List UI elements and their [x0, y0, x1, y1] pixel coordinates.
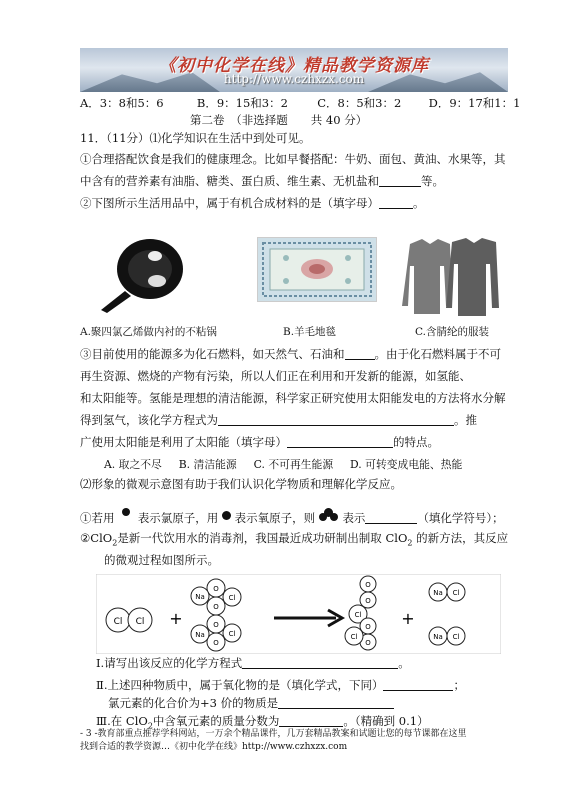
q11-p1-end: 等。	[421, 174, 444, 188]
q11-p3-text-end: 。由于化石燃料属于不可	[374, 347, 501, 361]
q11-p3-text: 广使用太阳能是利用了太阳能（填字母）	[80, 435, 287, 449]
svg-text:Na: Na	[433, 633, 443, 641]
answer-blank[interactable]	[218, 413, 454, 426]
plus-sign-icon: +	[169, 609, 183, 628]
svg-text:O: O	[213, 585, 219, 593]
sub-question-end: 。	[398, 656, 410, 670]
answer-blank[interactable]	[365, 511, 417, 524]
caption-a: A.聚四氯乙烯做内衬的不粘锅	[80, 326, 217, 338]
caption-c: C.含腈纶的服装	[415, 326, 489, 338]
q11-p5-text: 表示氧原子，则	[234, 511, 316, 525]
q11-p2-text: ②下图所示生活用品中，属于有机合成材料的是（填字母）	[80, 196, 379, 210]
svg-text:Cl: Cl	[228, 630, 236, 638]
svg-text:O: O	[365, 581, 371, 589]
wool-carpet-image	[257, 237, 377, 302]
svg-text:Cl: Cl	[113, 617, 123, 627]
q11-p6-text: ②ClO	[80, 531, 113, 545]
svg-text:Cl: Cl	[350, 633, 358, 641]
q11-p6-line1	[80, 530, 508, 551]
q11-p3-line4	[80, 412, 477, 428]
plus-sign-icon: +	[401, 609, 415, 628]
q11-p6-text: 是新一代饮用水的消毒剂，我国最近成功研制出制取 ClO	[117, 531, 408, 545]
q11-p3-text: 得到氢气，该化学方程式为	[80, 413, 218, 427]
molecule-icon	[319, 508, 339, 522]
svg-text:O: O	[213, 603, 219, 611]
q11-p4: ⑵形象的微观示意图有助于我们认识化学物质和理解化学反应。	[80, 477, 402, 491]
sub-question-i	[96, 655, 410, 671]
q11-p1-line1: ①合理搭配饮食是我们的健康理念。比如早餐搭配：牛奶、面包、黄油、水果等，其	[80, 152, 506, 166]
q11-p5-text: （填化学符号）；	[417, 511, 504, 525]
sub-question-text: 氯元素的化合价为+3 价的物质是	[108, 696, 279, 710]
svg-text:O: O	[365, 623, 371, 631]
answer-blank[interactable]	[345, 347, 375, 360]
svg-text:O: O	[213, 639, 219, 647]
options-row	[104, 457, 462, 473]
sub-question-ii	[96, 677, 465, 693]
choice-d: D．9：17和1：1	[428, 96, 521, 110]
q11-p3-line3: 和太阳能等。氢能是理想的清洁能源，科学家正研究使用太阳能发电的方法将水分解	[80, 391, 506, 405]
q11-p3-text-end: 的特点。	[393, 435, 439, 449]
sub-question-end: ；	[453, 678, 465, 692]
q11-p6-line2: 的微观过程如图所示。	[104, 553, 219, 567]
answer-blank[interactable]	[379, 174, 421, 187]
sub-question-ii-b	[108, 695, 394, 711]
acrylic-clothing-image	[400, 236, 500, 318]
q11-p2-line	[80, 195, 425, 211]
svg-text:Na: Na	[433, 589, 443, 597]
choice-c: C．8：5和3：2	[317, 96, 402, 110]
q11-p3-text: ③目前使用的能源多为化石燃料，如天然气、石油和	[80, 347, 345, 361]
answer-blank[interactable]	[287, 435, 393, 448]
svg-text:Na: Na	[195, 631, 205, 639]
q11-p3-line2: 再生资源、燃烧的产物有污染，所以人们正在利用和开发新的能源，如氢能、	[80, 369, 471, 383]
subscript: 2	[112, 538, 118, 548]
banner-title: 《初中化学在线》精品教学资源库	[159, 56, 429, 76]
section-title: 第二卷 （非选择题 共 40 分）	[190, 113, 368, 127]
choice-b: B．9：15和3：2	[196, 96, 288, 110]
nonstick-pan-image	[95, 236, 190, 314]
option-a: A. 取之不尽	[104, 458, 162, 471]
answer-blank[interactable]	[279, 714, 343, 727]
q11-p5-text: 表示	[342, 511, 366, 525]
choice-a: A．3：8和5：6	[80, 96, 164, 110]
footer-line-2[interactable]: 找到合适的教学资源…《初中化学在线》http://www.czhxzx.com	[80, 742, 348, 752]
answer-blank[interactable]	[383, 678, 453, 691]
answer-blank[interactable]	[379, 196, 413, 209]
reaction-diagram	[96, 574, 501, 654]
q11-p1-line2	[80, 173, 444, 189]
svg-text:O: O	[365, 639, 371, 647]
svg-text:O: O	[365, 597, 371, 605]
q11-p6-text: 的新方法，其反应	[412, 531, 509, 545]
q11-header: 11．（11分）⑴化学知识在生活中到处可见。	[80, 131, 311, 145]
header-banner	[80, 48, 508, 92]
svg-text:Cl: Cl	[354, 611, 362, 619]
page-footer	[80, 728, 467, 754]
svg-text:Cl: Cl	[228, 594, 236, 602]
option-b: B. 清洁能源	[178, 458, 237, 471]
subscript: 2	[407, 538, 413, 548]
svg-text:Na: Na	[195, 593, 205, 601]
svg-text:O: O	[213, 621, 219, 629]
q11-p1-text: 中含有的营养素有油脂、糖类、蛋白质、维生素、无机盐和	[80, 174, 379, 188]
q11-p3-line5	[80, 434, 439, 450]
banner-url[interactable]: http://www.czhxzx.com	[223, 72, 365, 86]
sub-question-text: 中含氧元素的质量分数为	[152, 714, 280, 728]
answer-blank[interactable]	[278, 696, 394, 709]
q11-p5-line	[80, 508, 504, 526]
sub-question-text: Ⅱ.上述四种物质中，属于氧化物的是（填化学式，下同）	[96, 678, 384, 692]
oxygen-atom-icon	[222, 511, 231, 520]
sub-question-end: 。（精确到 0.1）	[343, 714, 429, 728]
option-c: C. 不可再生能源	[253, 458, 334, 471]
footer-line-1: - 3 -教育部重点推荐学科网站，一万余个精品课件，几万套精品教案和试题让您的每节课都在这里	[80, 729, 467, 739]
q11-p3-line1	[80, 346, 501, 362]
q11-p5-text: 表示氯原子，用	[137, 511, 219, 525]
sub-question-text: Ⅲ.在 ClO	[96, 714, 148, 728]
sub-question-text: Ⅰ.请写出该反应的化学方程式	[96, 656, 243, 670]
caption-b: B.羊毛地毯	[283, 326, 337, 338]
answer-blank[interactable]	[242, 656, 398, 669]
q11-p2-end: 。	[413, 196, 425, 210]
choices-row	[80, 95, 520, 111]
svg-text:Cl: Cl	[452, 633, 460, 641]
option-d: D. 可转变成电能、热能	[350, 458, 463, 471]
svg-text:Cl: Cl	[452, 589, 460, 597]
svg-text:Cl: Cl	[135, 617, 145, 627]
subscript: 2	[147, 721, 153, 731]
q11-p3-text-end: 。推	[454, 413, 477, 427]
chlorine-atom-icon	[122, 508, 130, 516]
q11-p5-text: ①若用	[80, 511, 115, 525]
